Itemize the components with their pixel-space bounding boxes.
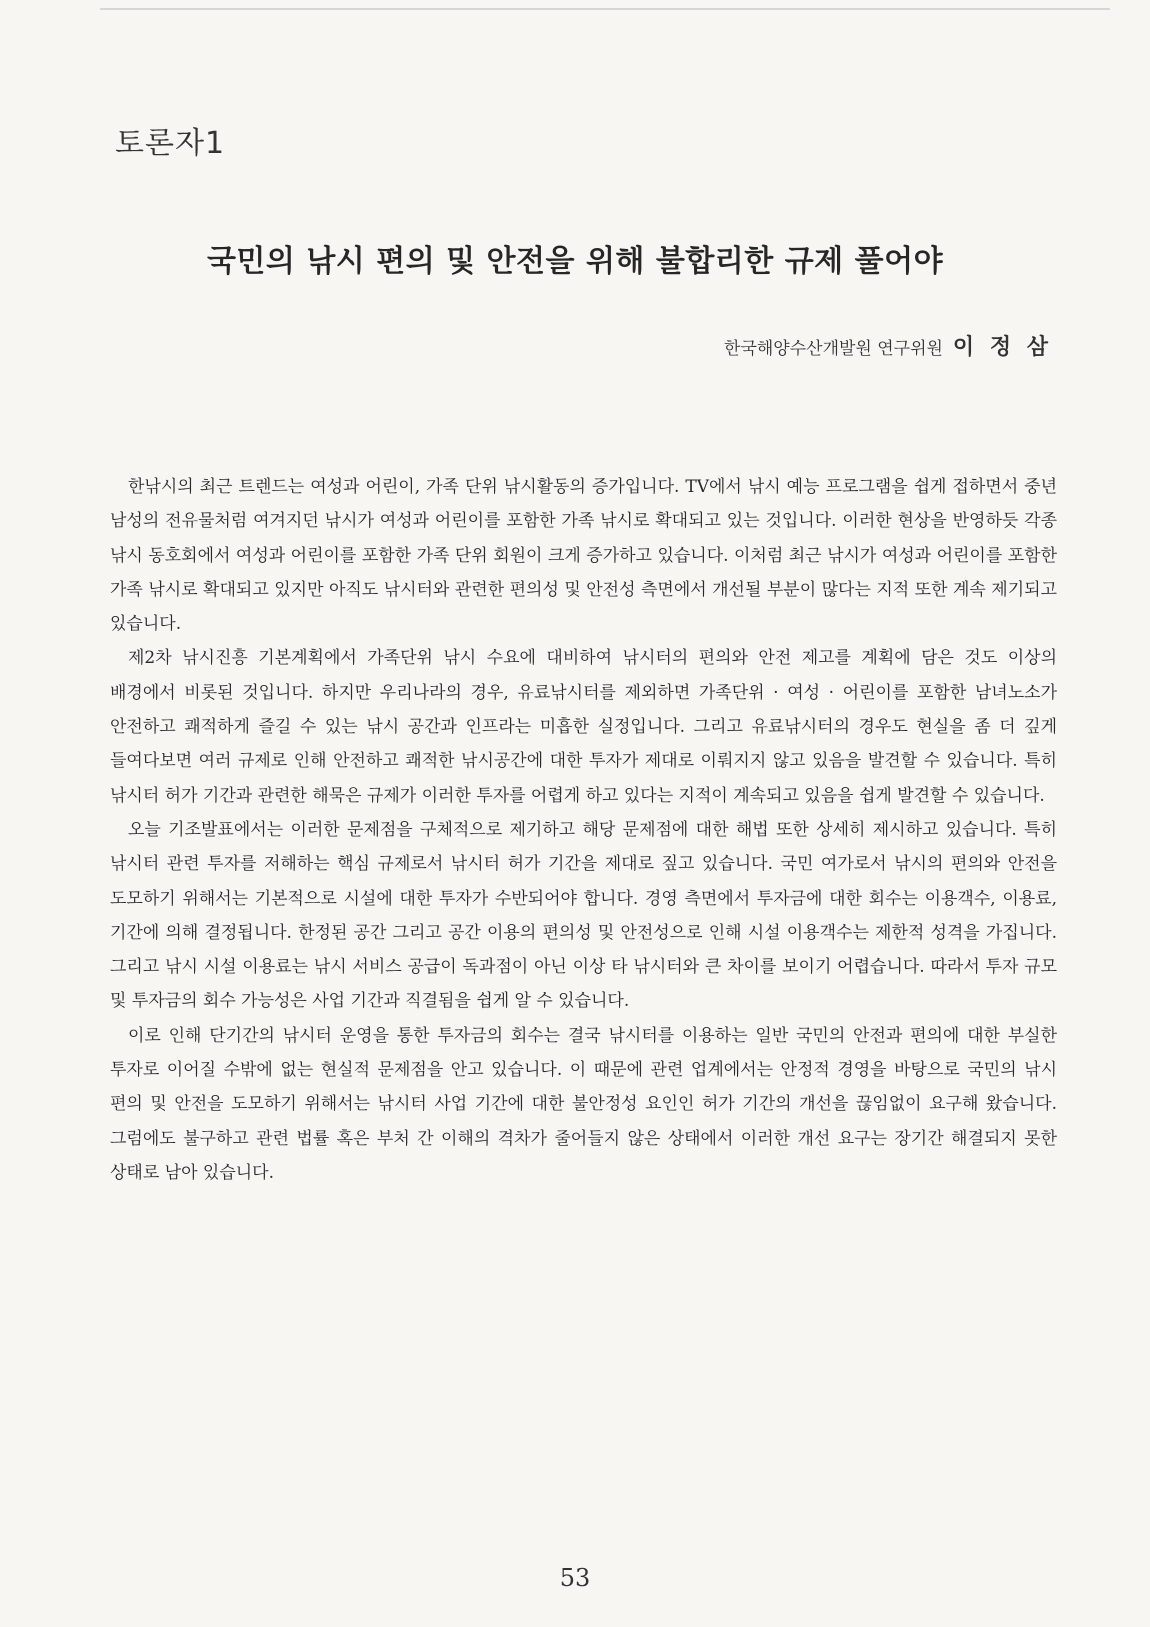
author-name: 이 정 삼 [952,335,1052,360]
author-line [724,330,1052,361]
page-number: 53 [559,1564,591,1592]
author-affiliation: 한국해양수산개발원 연구위원 [724,339,943,359]
section-label: 토론자1 [115,126,226,161]
article-body [110,470,1057,1190]
paragraph-1: 한낚시의 최근 트렌드는 여성과 어린이, 가족 단위 낚시활동의 증가입니다. TV에서 낚시 예능 프로그램을 쉽게 접하면서 중년 남성의 전유물처럼 여겨지던 낚시가 여성과 어린이를 포함한 가족 낚시로 확대되고 있는 것입니다. 이러한 현상을 반영하듯 각종 낚시 동호회에서 여성과 어린이를 포함한 가족 단위 회원이 크게 증가하고 있습니다. 이처럼 최근 낚시가 여성과 어린이를 포함한 가족 낚시로 확대되고 있지만 아직도 낚시터와 관련한 편의성 및 안전성 측면에서 개선될 부분이 많다는 지적 또한 계속 제기되고 있습니다. [110,477,1057,635]
paragraph-2: 제2차 낚시진흥 기본계획에서 가족단위 낚시 수요에 대비하여 낚시터의 편의와 안전 제고를 계획에 담은 것도 이상의 배경에서 비롯된 것입니다. 하지만 우리나라의 경우, 유료낚시터를 제외하면 가족단위 · 여성 · 어린이를 포함한 남녀노소가 안전하고 쾌적하게 즐길 수 있는 낚시 공간과 인프라는 미흡한 실정입니다. 그리고 유료낚시터의 경우도 현실을 좀 더 깊게 들여다보면 여러 규제로 인해 안전하고 쾌적한 낚시공간에 대한 투자가 제대로 이뤄지지 않고 있음을 발견할 수 있습니다. 특히 낚시터 허가 기간과 관련한 해묵은 규제가 이러한 투자를 어렵게 하고 있다는 지적이 계속되고 있음을 쉽게 발견할 수 있습니다. [110,648,1057,806]
article-title: 국민의 낚시 편의 및 안전을 위해 불합리한 규제 풀어야 [206,244,944,279]
top-rule [100,8,1110,10]
paragraph-3: 오늘 기조발표에서는 이러한 문제점을 구체적으로 제기하고 해당 문제점에 대한 해법 또한 상세히 제시하고 있습니다. 특히 낚시터 관련 투자를 저해하는 핵심 규제로서 낚시터 허가 기간을 제대로 짚고 있습니다. 국민 여가로서 낚시의 편의와 안전을 도모하기 위해서는 기본적으로 시설에 대한 투자가 수반되어야 합니다. 경영 측면에서 투자금에 대한 회수는 이용객수, 이용료, 기간에 의해 결정됩니다. 한정된 공간 그리고 공간 이용의 편의성 및 안전성으로 인해 시설 이용객수는 제한적 성격을 가집니다. 그리고 낚시 시설 이용료는 낚시 서비스 공급이 독과점이 아닌 이상 타 낚시터와 큰 차이를 보이기 어렵습니다. 따라서 투자 규모 및 투자금의 회수 가능성은 사업 기간과 직결됨을 쉽게 알 수 있습니다. [110,819,1057,1012]
paragraph-4: 이로 인해 단기간의 낚시터 운영을 통한 투자금의 회수는 결국 낚시터를 이용하는 일반 국민의 안전과 편의에 대한 부실한 투자로 이어질 수밖에 없는 현실적 문제점을 안고 있습니다. 이 때문에 관련 업계에서는 안정적 경영을 바탕으로 국민의 낚시 편의 및 안전을 도모하기 위해서는 낚시터 사업 기간에 대한 불안정성 요인인 허가 기간의 개선을 끊임없이 요구해 왔습니다. 그럼에도 불구하고 관련 법률 혹은 부처 간 이해의 격차가 줄어들지 않은 상태에서 이러한 개선 요구는 장기간 해결되지 못한 상태로 남아 있습니다. [110,1025,1057,1183]
